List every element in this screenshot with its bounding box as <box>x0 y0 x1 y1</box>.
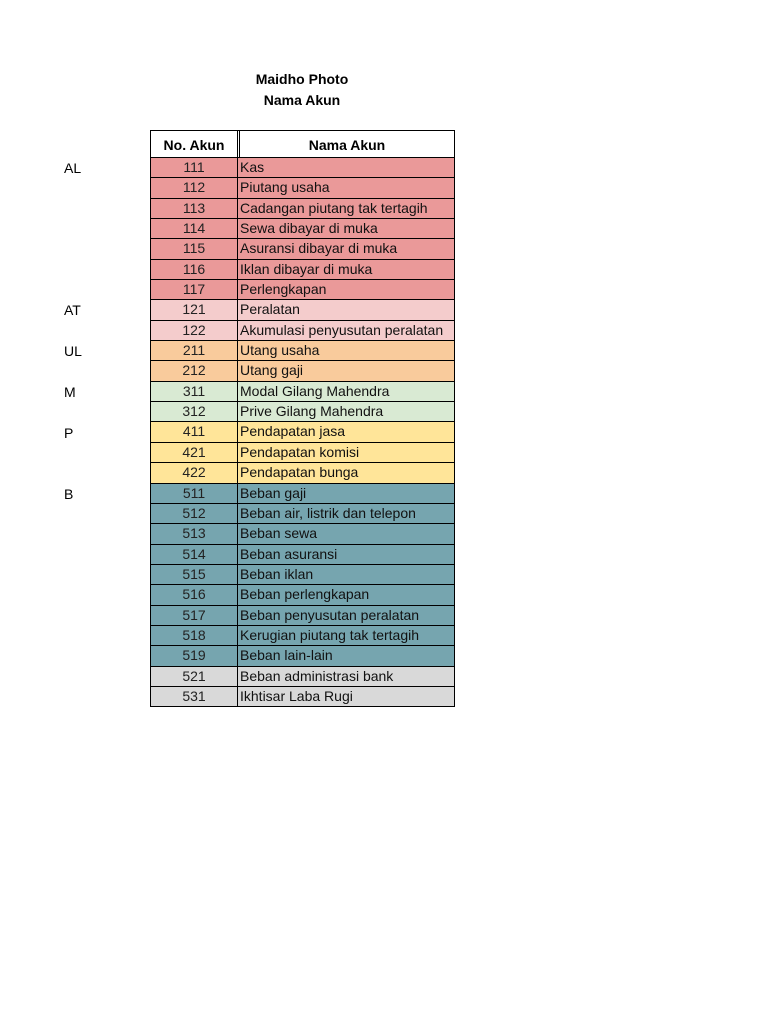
table-row <box>150 585 455 605</box>
account-name: Prive Gilang Mahendra <box>240 403 384 420</box>
table-row <box>150 422 455 442</box>
table-row <box>150 382 455 402</box>
account-name: Utang gaji <box>240 362 304 379</box>
table-row <box>150 667 455 687</box>
table-header <box>150 130 455 158</box>
account-name: Cadangan piutang tak tertagih <box>240 199 428 216</box>
account-name: Piutang usaha <box>240 179 330 196</box>
account-number: 111 <box>151 158 238 177</box>
account-name: Akumulasi penyusutan peralatan <box>240 321 444 338</box>
account-number: 211 <box>151 341 238 360</box>
account-number: 421 <box>151 443 238 462</box>
group-label: AL <box>64 160 82 176</box>
table-row <box>150 606 455 626</box>
account-name: Asuransi dibayar di muka <box>240 240 398 257</box>
account-name: Beban sewa <box>240 525 318 542</box>
group-label: M <box>64 383 76 400</box>
table-row <box>150 158 455 178</box>
table-row <box>150 524 455 544</box>
account-number: 117 <box>151 280 238 299</box>
account-name: Modal Gilang Mahendra <box>240 382 390 399</box>
account-number: 122 <box>151 321 238 340</box>
account-number: 512 <box>151 504 238 523</box>
account-number: 422 <box>151 463 238 482</box>
company-title: Maidho Photo <box>255 71 349 87</box>
table-row <box>150 504 455 524</box>
account-number: 114 <box>151 219 238 238</box>
account-name: Beban asuransi <box>240 545 338 562</box>
account-name: Beban lain-lain <box>240 647 333 664</box>
table-row <box>150 402 455 422</box>
table-row <box>150 321 455 341</box>
table-row <box>150 239 455 259</box>
account-name: Beban penyusutan peralatan <box>240 606 420 623</box>
account-number: 511 <box>151 484 238 503</box>
account-number: 531 <box>151 687 238 706</box>
header-account-name: Nama Akun <box>308 137 386 153</box>
account-name: Beban iklan <box>240 565 314 582</box>
account-number: 517 <box>151 606 238 625</box>
account-name: Kas <box>240 159 265 175</box>
account-number: 521 <box>151 667 238 686</box>
account-number: 115 <box>151 239 238 258</box>
account-number: 121 <box>151 300 238 319</box>
account-number: 212 <box>151 361 238 380</box>
account-name: Beban administrasi bank <box>240 667 394 684</box>
account-number: 311 <box>151 382 238 401</box>
account-number: 513 <box>151 524 238 543</box>
table-row <box>150 178 455 198</box>
account-name: Kerugian piutang tak tertagih <box>240 626 420 643</box>
table-row <box>150 463 455 483</box>
sheet-title: Nama Akun <box>263 92 341 108</box>
group-label: B <box>64 485 74 502</box>
account-number: 113 <box>151 199 238 218</box>
account-name: Ikhtisar Laba Rugi <box>240 687 353 704</box>
account-number: 514 <box>151 545 238 564</box>
group-label: AT <box>64 302 81 319</box>
table-row <box>150 260 455 280</box>
accounts-table <box>150 130 455 707</box>
table-row <box>150 484 455 504</box>
account-name: Perlengkapan <box>240 281 327 298</box>
group-label: UL <box>64 343 82 360</box>
table-row <box>150 361 455 381</box>
account-number: 518 <box>151 626 238 645</box>
table-row <box>150 280 455 300</box>
account-name: Pendapatan jasa <box>240 423 346 440</box>
table-body <box>150 158 455 707</box>
account-number: 411 <box>151 422 238 441</box>
table-row <box>150 199 455 219</box>
account-number: 116 <box>151 260 238 279</box>
account-name: Pendapatan komisi <box>240 443 360 460</box>
account-name: Beban gaji <box>240 484 307 501</box>
account-number: 515 <box>151 565 238 584</box>
account-name: Peralatan <box>240 301 300 318</box>
table-row <box>150 687 455 707</box>
account-number: 516 <box>151 585 238 604</box>
group-label: P <box>64 424 74 441</box>
account-number: 112 <box>151 178 238 197</box>
account-name: Utang usaha <box>240 342 320 359</box>
table-row <box>150 341 455 361</box>
account-name: Beban air, listrik dan telepon <box>240 504 416 521</box>
table-row <box>150 565 455 585</box>
table-row <box>150 646 455 666</box>
table-row <box>150 300 455 320</box>
account-name: Iklan dibayar di muka <box>240 260 373 277</box>
table-row <box>150 545 455 565</box>
table-row <box>150 443 455 463</box>
table-row <box>150 626 455 646</box>
account-number: 312 <box>151 402 238 421</box>
table-row <box>150 219 455 239</box>
header-account-number: No. Akun <box>151 131 240 157</box>
account-name: Pendapatan bunga <box>240 464 359 481</box>
account-name: Sewa dibayar di muka <box>240 220 378 237</box>
account-name: Beban perlengkapan <box>240 586 370 603</box>
account-number: 519 <box>151 646 238 665</box>
